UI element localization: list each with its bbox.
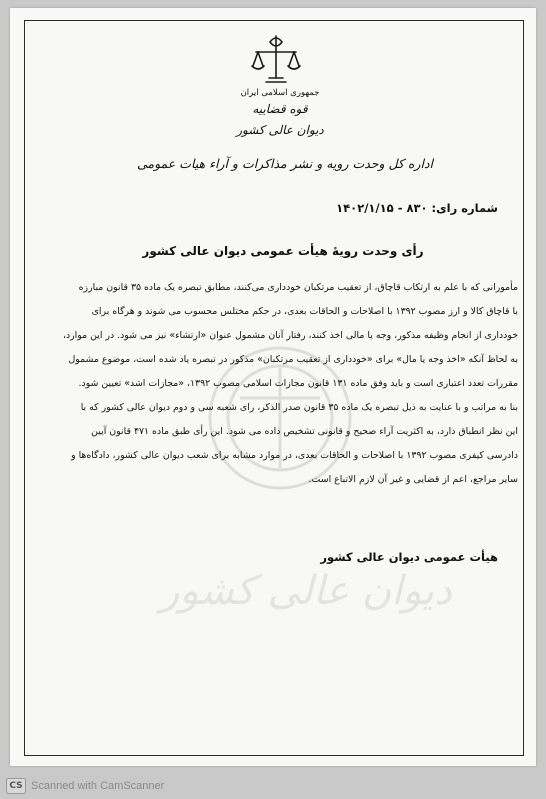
vote-number: شماره رای: ۸۳۰ - ۱۴۰۲/۱/۱۵ [336, 201, 498, 215]
scanner-footer [6, 776, 164, 796]
body-line: به لحاظ آنکه «اخذ وجه یا مال» برای «خودداری از تعقیب مرتکبان» مذکور در تبصره یاد شده است، موضوع مشمول [68, 354, 518, 365]
header-court: دیوان عالی کشور [236, 123, 324, 137]
body-line: با قاچاق کالا و ارز مصوب ۱۳۹۲ با اصلاحات و الحاقات بعدی، در حکم مختلس محسوب می شوند و هرگاه برای [91, 306, 518, 317]
body-line: سایر مراجع، اعم از قضایی و غیر آن لازم الاتباع است. [308, 474, 518, 485]
camscanner-logo-icon: CS [6, 778, 26, 794]
header-republic: جمهوری اسلامی ایران [240, 88, 320, 98]
document-page [10, 8, 536, 766]
body-line: دادرسی کیفری مصوب ۱۳۹۲ با اصلاحات و الحاقات بعدی، در موارد مشابه برای شعب دیوان عالی کشور، دادگاه‌ها و [71, 450, 518, 461]
header-office: اداره کل وحدت رویه و نشر مذاکرات و آراء هیات عمومی [136, 156, 434, 171]
document-body [48, 276, 518, 492]
watermark-text: دیوان عالی کشور [160, 568, 452, 614]
judiciary-emblem-icon [250, 32, 302, 90]
header-judiciary: قوه قضاییه [252, 102, 308, 116]
document-title: رأی وحدت رویۀ هیأت عمومی دیوان عالی کشور [142, 244, 424, 258]
signature-label: هیأت عمومی دیوان عالی کشور [320, 550, 498, 564]
body-line: خودداری از انجام وظیفه مذکور، وجه یا مالی اخذ کنند، رفتار آنان مشمول عنوان «ارتشاء» نیز می شود. در این موارد، [62, 330, 518, 341]
body-line: مأمورانی که با علم به ارتکاب قاچاق، از تعقیب مرتکبان خودداری می‌کنند، مطابق تبصره یک ماده ۳۵ قانون مبارزه [78, 282, 518, 293]
body-line: این نظر انطباق دارد، به اکثریت آراء صحیح و قانونی تشخیص داده می شود. این رأی طبق ماده ۴۷۱ قانون آیین [91, 426, 518, 437]
scanner-credit: Scanned with CamScanner [31, 780, 165, 792]
body-line: مقررات تعدد اعتباری است و باید وفق ماده ۱۳۱ قانون مجازات اسلامی مصوب ۱۳۹۲، «مجازات اشد» تعیین شود. [78, 378, 518, 389]
body-line: بنا به مراتب و با عنایت به ذیل تبصره یک ماده ۳۵ قانون صدر الذکر، رای شعبه سی و دوم دیوان عالی کشور که با [80, 402, 518, 413]
